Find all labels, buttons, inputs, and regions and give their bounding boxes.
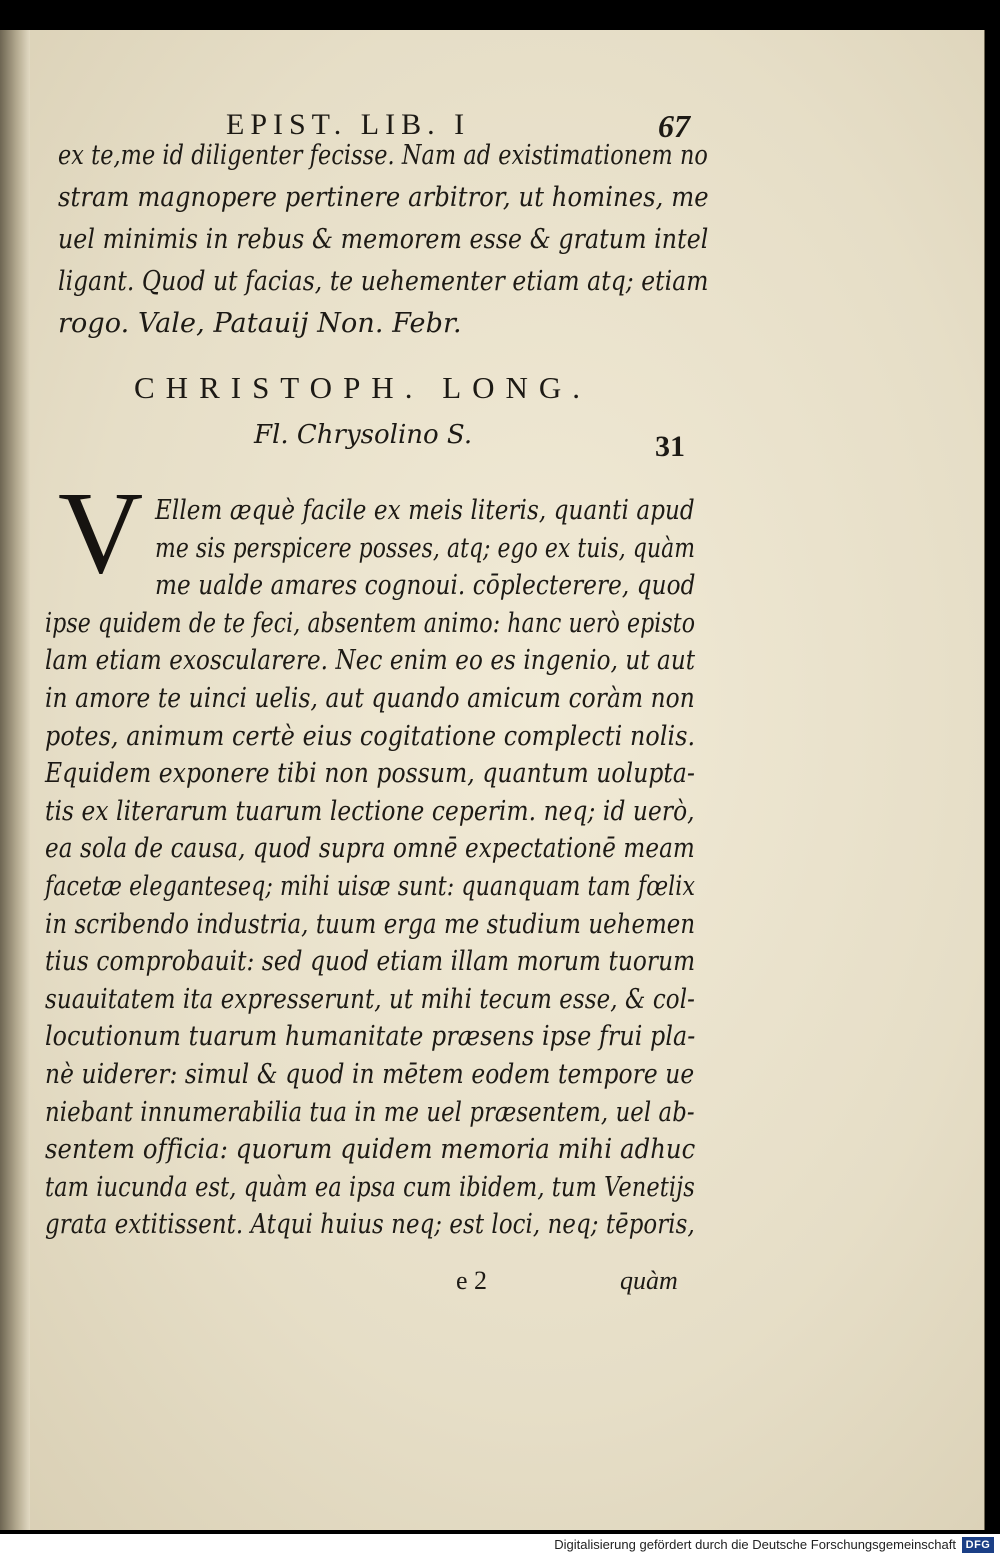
letter-title: CHRISTOPH. LONG. bbox=[134, 370, 592, 405]
text-line: niebant innumerabilia tua in me uel præsentem, uel ab- bbox=[45, 1096, 695, 1128]
text-line: me sis perspicere posses, atq; ego ex tuis, quàm bbox=[155, 532, 696, 564]
catchword: quàm bbox=[620, 1266, 678, 1295]
text-line: grata extitissent. Atqui huius neq; est loci, neq; tēporis, bbox=[45, 1209, 695, 1241]
text-line: tis ex literarum tuarum lectione ceperim. neq; id uerò, bbox=[45, 795, 695, 827]
text-line: rogo. Vale, Patauij Non. Febr. bbox=[58, 308, 462, 339]
text-line: me ualde amares cognoui. cōplecterere, quod bbox=[155, 570, 696, 602]
text-line: ex te,me id diligenter fecisse. Nam ad existimationem no bbox=[58, 140, 708, 171]
running-head: EPIST. LIB. I bbox=[226, 108, 471, 141]
text-line: nè uiderer: simul & quod in mētem eodem tempore ue bbox=[45, 1059, 695, 1090]
text-line: suauitatem ita expresserunt, ut mihi tecum esse, & col- bbox=[45, 983, 695, 1015]
letter-number: 31 bbox=[655, 430, 685, 463]
text-line: tam iucunda est, quàm ea ipsa cum ibidem, tum Venetijs bbox=[45, 1171, 695, 1203]
text-line: ligant. Quod ut facias, te uehementer etiam atq; etiam bbox=[58, 266, 709, 297]
letter-addressee: Fl. Chrysolino S. bbox=[254, 420, 473, 450]
text-line: facetæ eleganteseq; mihi uisæ sunt: quanquam tam fœlix bbox=[45, 871, 696, 902]
footer-credit: Digitalisierung gefördert durch die Deutsche Forschungsgemeinschaft bbox=[0, 1534, 1000, 1556]
text-line: locutionum tuarum humanitate præsens ipse frui pla- bbox=[45, 1021, 696, 1053]
drop-cap: V bbox=[58, 467, 144, 598]
folio-number: 67 bbox=[658, 108, 690, 144]
text-line: in amore te uinci uelis, aut quando amicum coràm non bbox=[45, 683, 695, 714]
text-line: ipse quidem de te feci, absentem animo: hanc uerò episto bbox=[45, 607, 696, 639]
text-line: stram magnopere pertinere arbitror, ut homines, me bbox=[58, 182, 709, 213]
text-line: Ellem æquè facile ex meis literis, quanti apud bbox=[155, 495, 695, 526]
signature-mark: e 2 bbox=[456, 1266, 488, 1295]
text-line: sentem officia: quorum quidem memoria mihi adhuc bbox=[45, 1134, 696, 1166]
text-line: lam etiam exoscularere. Nec enim eo es ingenio, ut aut bbox=[45, 645, 696, 677]
text-line: potes, animum certè eius cogitatione complecti nolis. bbox=[45, 720, 696, 752]
text-line: ea sola de causa, quod supra omnē expectationē meam bbox=[45, 833, 695, 865]
text-line: in scribendo industria, tuum erga me studium uehemen bbox=[45, 908, 696, 940]
text-line: tius comprobauit: sed quod etiam illam morum tuorum bbox=[45, 946, 696, 978]
dfg-logo: DFG bbox=[962, 1537, 994, 1553]
page-gutter-shadow bbox=[0, 30, 30, 1530]
text-line: Equidem exponere tibi non possum, quantum uolupta- bbox=[45, 758, 695, 790]
text-line: uel minimis in rebus & memorem esse & gratum intel bbox=[58, 224, 709, 255]
